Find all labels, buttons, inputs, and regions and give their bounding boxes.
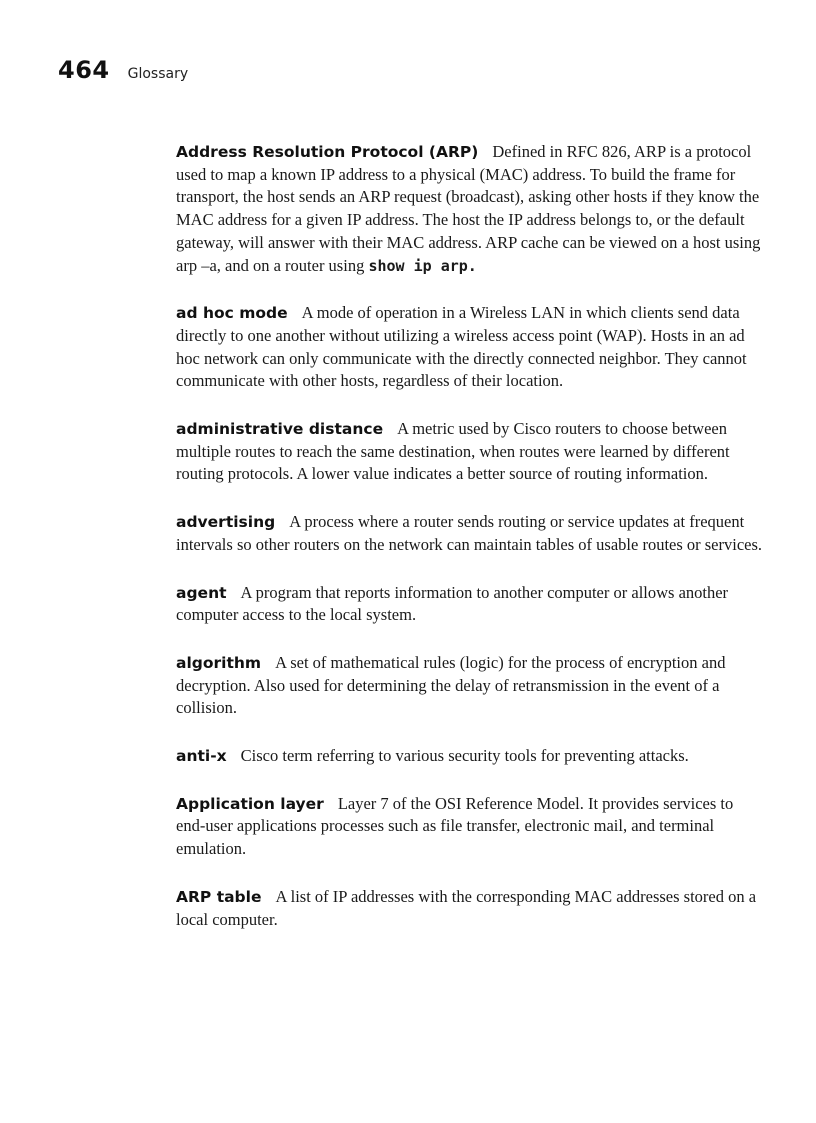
glossary-command: show ip arp.	[368, 256, 477, 275]
glossary-definition: A program that reports information to another computer or allows another computer access to the local system.	[176, 582, 729, 625]
glossary-definition: A set of mathematical rules (logic) for the process of encryption and decryption. Also used for determining the delay of retransmission in the event of a collision.	[176, 652, 726, 718]
glossary-term: algorithm	[176, 653, 262, 672]
glossary-definition: A list of IP addresses with the corresponding MAC addresses stored on a local computer.	[176, 886, 757, 929]
glossary-entry-arp-table	[176, 886, 764, 931]
glossary-definition: Defined in RFC 826, ARP is a protocol used to map a known IP address to a physical (MAC) address. To build the frame for transport, the host sends an ARP request (broadcast), asking other hosts if they know the MAC address for a given IP address. The host the IP address belongs to, or the default gateway, will answer with their MAC address. ARP cache can be viewed on a host using arp –a, and on a router using	[176, 142, 761, 275]
glossary-entry-administrative-distance	[176, 418, 764, 486]
glossary-entry-ad-hoc-mode	[176, 302, 764, 393]
glossary-term: administrative distance	[176, 420, 384, 439]
page-header	[58, 56, 188, 84]
glossary-definition: Cisco term referring to various security tools for preventing attacks.	[240, 746, 689, 766]
glossary-entry-agent	[176, 582, 764, 627]
glossary-definition: A mode of operation in a Wireless LAN in which clients send data directly to one another without utilizing a wireless access point (WAP). Hosts in an ad hoc network can only communicate with the directly connected neighbor. They cannot communicate with other hosts, regardless of their location.	[176, 303, 747, 391]
glossary-term: anti-x	[176, 747, 227, 766]
page-number: 464	[58, 56, 110, 84]
glossary-entry-advertising	[176, 511, 764, 556]
glossary-definition: A metric used by Cisco routers to choose between multiple routes to reach the same destination, when routes were learned by different routing protocols. A lower value indicates a better source of routing information.	[176, 419, 730, 484]
glossary-term: ad hoc mode	[176, 304, 288, 323]
glossary-term: advertising	[176, 513, 276, 532]
glossary-term: agent	[176, 583, 227, 602]
glossary-entry-application-layer	[176, 793, 764, 861]
glossary-entries	[176, 141, 764, 956]
glossary-definition: A process where a router sends routing or service updates at frequent intervals so other routers on the network can maintain tables of usable routes or services.	[176, 512, 763, 554]
glossary-entry-algorithm	[176, 652, 764, 720]
glossary-entry-anti-x	[176, 745, 764, 768]
glossary-term: ARP table	[176, 887, 262, 906]
glossary-term: Address Resolution Protocol (ARP)	[176, 143, 479, 161]
glossary-definition: Layer 7 of the OSI Reference Model. It provides services to end-user applications processes such as file transfer, electronic mail, and terminal emulation.	[176, 793, 734, 859]
glossary-term: Application layer	[176, 794, 324, 813]
running-head: Glossary	[127, 66, 189, 82]
glossary-entry-arp	[176, 141, 764, 277]
